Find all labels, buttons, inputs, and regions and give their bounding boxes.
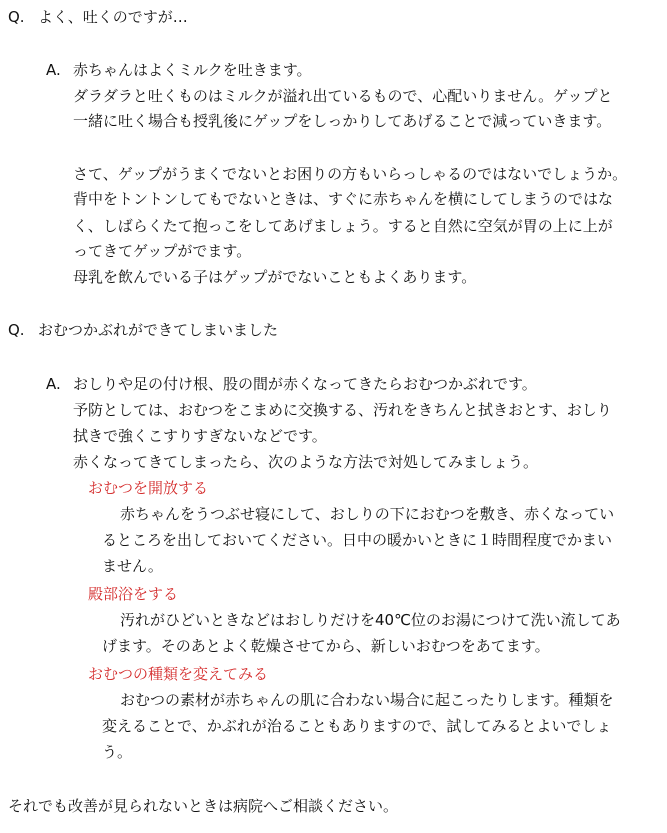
question-heading: おむつかぶれができてしまいました — [38, 321, 279, 339]
answer-line: おしりや足の付け根、股の間が赤くなってきたらおむつかぶれです。 — [73, 375, 537, 393]
answer-line: 拭きで強くこすりすぎないなどです。 — [73, 427, 327, 445]
answer-line: 母乳を飲んでいる子はゲップがでないこともよくあります。 — [73, 268, 477, 286]
answer-line: 背中をトントンしてもでないときは、すぐに赤ちゃんを横にしてしまうのではな — [73, 190, 614, 208]
question-marker: Q. — [8, 321, 25, 339]
method-line: ません。 — [102, 557, 163, 575]
question-marker: Q. — [8, 8, 25, 26]
method-line: う。 — [102, 743, 133, 761]
answer-line: 予防としては、おむつをこまめに交換する、汚れをきちんと拭きおとす、おしり — [73, 401, 612, 419]
method-title: おむつの種類を変えてみる — [88, 665, 269, 683]
method-title: 殿部浴をする — [88, 585, 179, 603]
method-line: おむつの素材が赤ちゃんの肌に合わない場合に起こったりします。種類を — [120, 691, 614, 709]
method-title: おむつを開放する — [88, 479, 209, 497]
method-line: 赤ちゃんをうつぶせ寝にして、おしりの下におむつを敷き、赤くなってい — [120, 505, 615, 523]
answer-line: 赤ちゃんはよくミルクを吐きます。 — [73, 61, 312, 79]
answer-line: 赤くなってきてしまったら、次のような方法で対処してみましょう。 — [73, 453, 539, 471]
method-line: るところを出しておいてください。日中の暖かいときに１時間程度でかまい — [102, 531, 613, 549]
method-line: 変えることで、かぶれが治ることもありますので、試してみるとよいでしょ — [102, 717, 612, 735]
closing-note: それでも改善が見られないときは病院へご相談ください。 — [8, 797, 399, 815]
answer-line: く、しばらくたて抱っこをしてあげましょう。すると自然に空気が胃の上に上が — [73, 217, 613, 235]
question-heading: よく、吐くのですが… — [38, 8, 188, 26]
answer-line: 一緒に吐く場合も授乳後にゲップをしっかりしてあげることで減っていきます。 — [73, 112, 612, 130]
answer-line: ってきてゲップがでます。 — [73, 242, 252, 260]
answer-line: さて、ゲップがうまくでないとお困りの方もいらっしゃるのではないでしょうか。 — [73, 165, 628, 183]
answer-marker: A. — [46, 61, 61, 79]
answer-marker: A. — [46, 375, 61, 393]
method-line: 汚れがひどいときなどはおしりだけを40℃位のお湯につけて洗い流してあ — [120, 611, 621, 629]
answer-line: ダラダラと吐くものはミルクが溢れ出ているもので、心配いりません。ゲップと — [73, 87, 613, 105]
method-line: げます。そのあとよく乾燥させてから、新しいおむつをあてます。 — [102, 637, 550, 655]
